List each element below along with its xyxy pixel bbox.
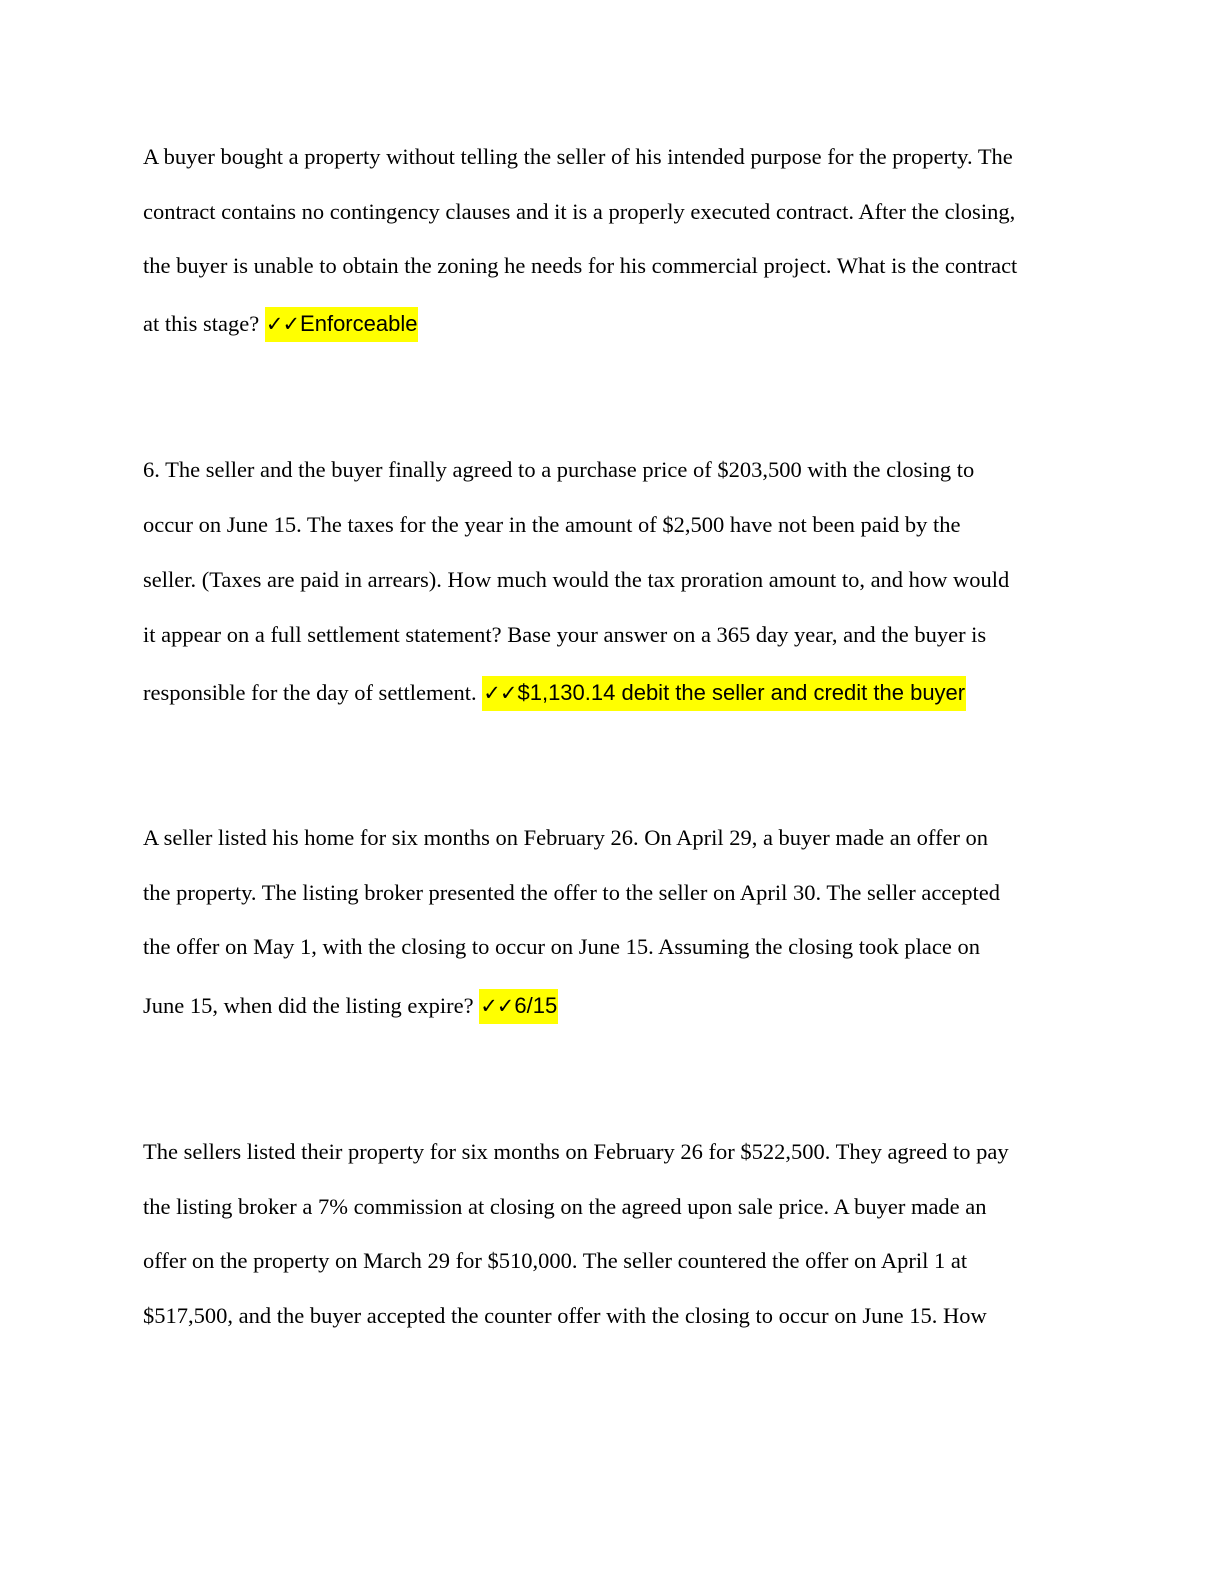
- question-text-line: the property. The listing broker presented the offer to the seller on April 30. The seller accepted: [143, 880, 1001, 905]
- check-mark-icon: ✓✓: [483, 681, 517, 705]
- answer-text: Enforceable: [300, 311, 418, 336]
- question-text-line: offer on the property on March 29 for $510,000. The seller countered the offer on April 1 at: [143, 1248, 968, 1273]
- question-text-line: 6. The seller and the buyer finally agreed to a purchase price of $203,500 with the closing to: [143, 457, 975, 482]
- question-text-line: A seller listed his home for six months on February 26. On April 29, a buyer made an offer on: [143, 825, 989, 850]
- question-text-fragment: June 15, when did the listing expire?: [143, 993, 480, 1018]
- question-text-line: A buyer bought a property without telling the seller of his intended purpose for the property. The: [143, 144, 1013, 169]
- question-text-line: seller. (Taxes are paid in arrears). How much would the tax proration amount to, and how would: [143, 567, 1010, 592]
- question-text-fragment: responsible for the day of settlement.: [143, 680, 483, 705]
- answer-text: $1,130.14 debit the seller and credit the buyer: [517, 680, 966, 705]
- question-text-line: the buyer is unable to obtain the zoning he needs for his commercial project. What is the contract: [143, 253, 1018, 278]
- check-mark-icon: ✓✓: [480, 994, 514, 1018]
- question-text-line: it appear on a full settlement statement? Base your answer on a 365 day year, and the buyer is: [143, 622, 987, 647]
- highlighted-answer: [479, 989, 558, 1024]
- question-text-line-last: [143, 992, 558, 1020]
- question-text-fragment: at this stage?: [143, 311, 265, 336]
- question-text-line: the listing broker a 7% commission at closing on the agreed upon sale price. A buyer made an: [143, 1194, 987, 1219]
- check-mark-icon: ✓✓: [265, 312, 300, 336]
- answer-text: 6/15: [514, 993, 558, 1018]
- highlighted-answer: [482, 676, 966, 711]
- question-text-line-last: [143, 310, 418, 338]
- highlighted-answer: [265, 307, 419, 342]
- question-text-line-last: [143, 679, 966, 707]
- question-text-line: the offer on May 1, with the closing to occur on June 15. Assuming the closing took place on: [143, 934, 980, 959]
- question-text-line: occur on June 15. The taxes for the year in the amount of $2,500 have not been paid by the: [143, 512, 961, 537]
- question-text-line: $517,500, and the buyer accepted the counter offer with the closing to occur on June 15. How: [143, 1303, 987, 1328]
- question-text-line: contract contains no contingency clauses and it is a properly executed contract. After the closing,: [143, 199, 1016, 224]
- question-text-line: The sellers listed their property for six months on February 26 for $522,500. They agreed to pay: [143, 1139, 1009, 1164]
